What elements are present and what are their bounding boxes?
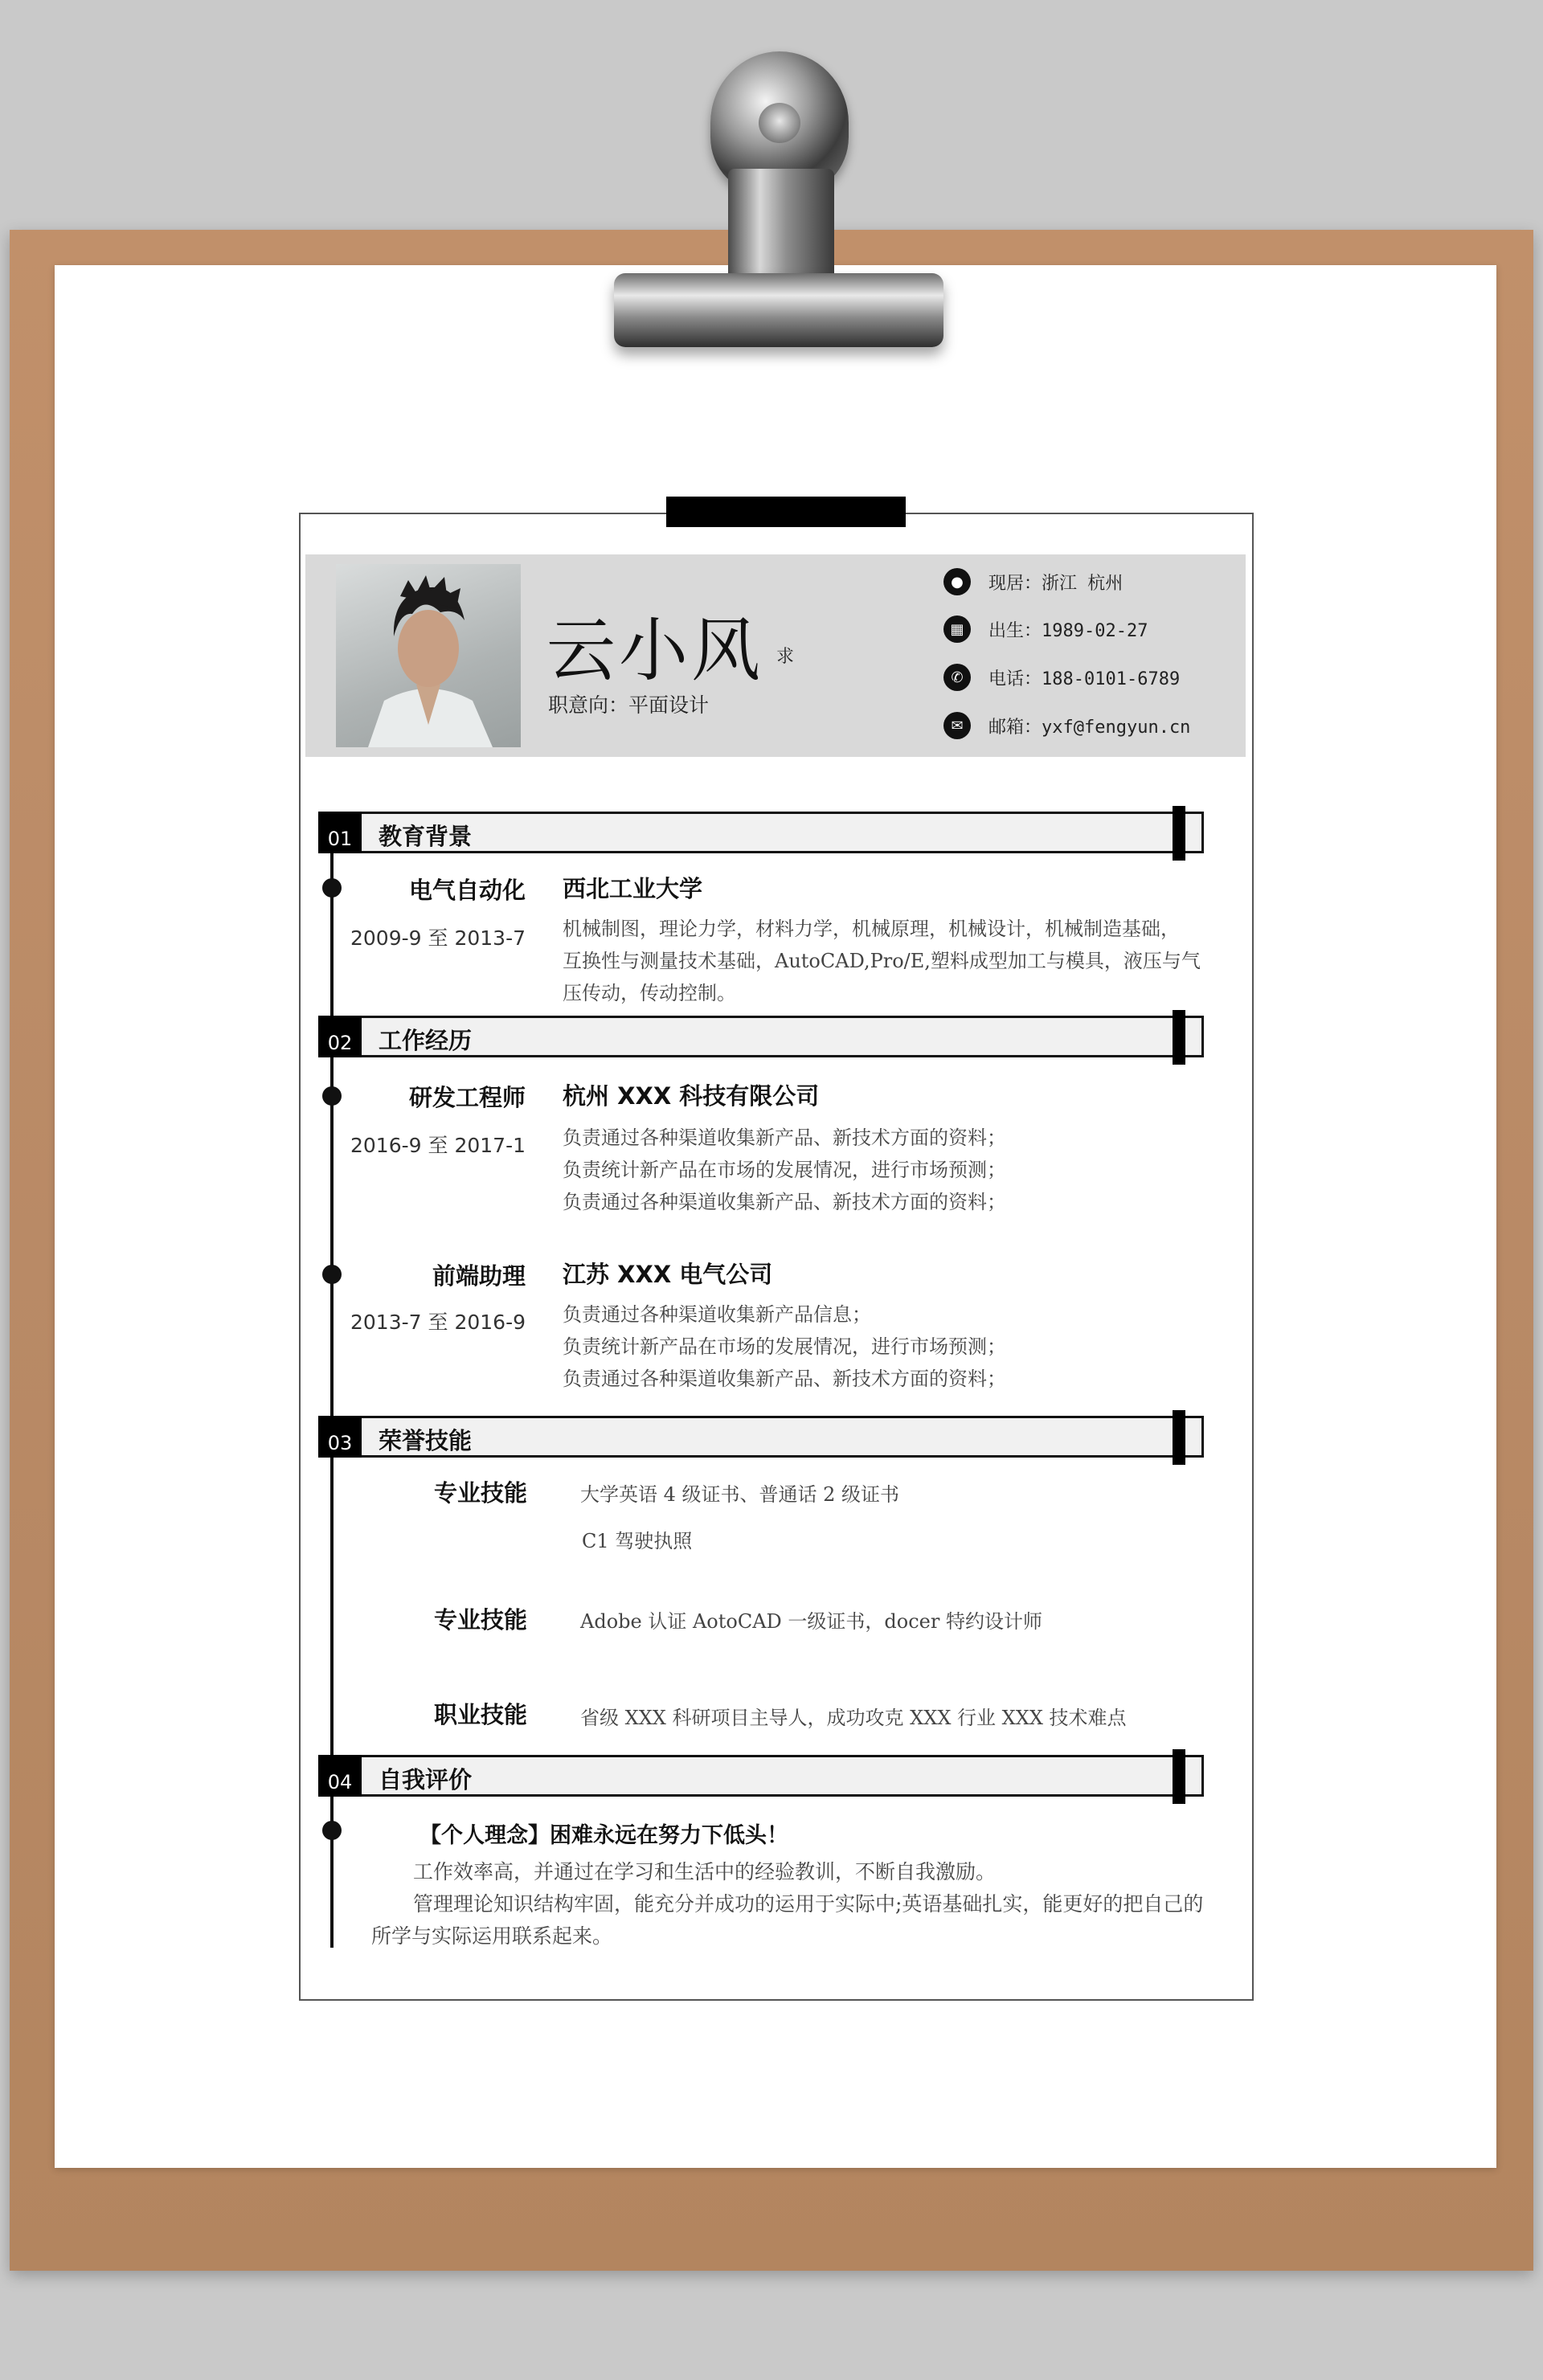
desc-line: 负责统计新产品在市场的发展情况，进行市场预测； xyxy=(563,1159,1006,1181)
timeline-dot xyxy=(322,1265,342,1284)
contact-email xyxy=(943,712,1190,739)
resume-top-tab xyxy=(666,497,906,527)
contact-text: 现居：浙江 杭州 xyxy=(988,573,1123,594)
work-company: 杭州 XXX 科技有限公司 xyxy=(563,1082,820,1110)
desc-line: 负责统计新产品在市场的发展情况，进行市场预测； xyxy=(563,1335,1006,1358)
education-major: 电气自动化 xyxy=(408,877,526,904)
self-eval-line: 所学与实际运用联系起来。 xyxy=(371,1924,613,1948)
self-eval-line: 管理理论知识结构牢固，能充分并成功的运用于实际中;英语基础扎实，能更好的把自己的 xyxy=(413,1892,1204,1916)
clip-hole xyxy=(759,103,800,143)
contact-phone xyxy=(943,664,1180,691)
job-intent: 职意向：平面设计 xyxy=(548,693,710,717)
skill-line: Adobe 认证 AotoCAD 一级证书，docer 特约设计师 xyxy=(580,1610,1042,1633)
clip-base xyxy=(614,273,943,347)
section-work xyxy=(318,1016,1204,1057)
contact-text: 电话：188-0101-6789 xyxy=(988,669,1181,689)
education-description xyxy=(563,913,1254,1009)
desc-line: 负责通过各种渠道收集新产品、新技术方面的资料； xyxy=(563,1127,1006,1149)
section-number: 03 xyxy=(318,1416,362,1458)
self-eval-heading: 【个人理念】困难永远在努力下低头！ xyxy=(420,1823,788,1848)
contact-text: 出生：1989-02-27 xyxy=(988,620,1148,641)
section-endbar xyxy=(1173,806,1185,861)
portrait-photo xyxy=(336,564,521,747)
work-description xyxy=(563,1298,1222,1395)
section-number: 04 xyxy=(318,1755,362,1797)
skill-line: 大学英语 4 级证书、普通话 2 级证书 xyxy=(580,1483,900,1506)
skill-label: 职业技能 xyxy=(434,1701,528,1728)
avatar xyxy=(336,564,521,747)
section-title: 荣誉技能 xyxy=(379,1427,473,1454)
name-tag: 求 xyxy=(776,647,795,667)
desc-line: 互换性与测量技术基础，AutoCAD,Pro/E,塑料成型加工与模具，液压与气 xyxy=(563,950,1201,972)
education-dates: 2009-9 至 2013-7 xyxy=(350,926,526,950)
skill-label: 专业技能 xyxy=(434,1606,528,1634)
contact-text: 邮箱：yxf@fengyun.cn xyxy=(988,717,1191,738)
section-number: 02 xyxy=(318,1016,362,1057)
skill-line: C1 驾驶执照 xyxy=(582,1530,693,1552)
desc-line: 负责通过各种渠道收集新产品信息； xyxy=(563,1303,871,1326)
work-description xyxy=(563,1122,1222,1218)
desc-line: 负责通过各种渠道收集新产品、新技术方面的资料； xyxy=(563,1191,1006,1213)
desc-line: 机械制图，理论力学，材料力学，机械原理，机械设计，机械制造基础， xyxy=(563,918,1180,940)
clip-neck xyxy=(728,169,834,289)
self-eval-line: 工作效率高，并通过在学习和生活中的经验教训，不断自我激励。 xyxy=(413,1860,997,1883)
contact-birth xyxy=(943,615,1148,643)
desc-line: 压传动，传动控制。 xyxy=(563,982,736,1004)
section-title: 教育背景 xyxy=(379,823,473,850)
section-self-eval xyxy=(318,1755,1204,1797)
desc-line: 负责通过各种渠道收集新产品、新技术方面的资料； xyxy=(563,1368,1006,1390)
work-dates: 2016-9 至 2017-1 xyxy=(350,1134,526,1157)
timeline-dot xyxy=(322,1086,342,1106)
skill-label: 专业技能 xyxy=(434,1479,528,1507)
section-honors xyxy=(318,1416,1204,1458)
work-role: 前端助理 xyxy=(432,1262,526,1290)
section-endbar xyxy=(1173,1010,1185,1065)
contact-location xyxy=(943,568,1123,595)
calendar-icon: ▦ xyxy=(943,615,971,643)
phone-icon: ✆ xyxy=(943,664,971,691)
section-title: 自我评价 xyxy=(379,1766,473,1793)
work-company: 江苏 XXX 电气公司 xyxy=(563,1261,773,1288)
section-endbar xyxy=(1173,1410,1185,1465)
section-title: 工作经历 xyxy=(379,1027,473,1054)
timeline-dot xyxy=(322,878,342,898)
candidate-name: 云小风 xyxy=(546,611,763,691)
section-number: 01 xyxy=(318,812,362,853)
work-role: 研发工程师 xyxy=(408,1084,526,1111)
work-dates: 2013-7 至 2016-9 xyxy=(350,1311,526,1334)
section-endbar xyxy=(1173,1749,1185,1804)
section-education xyxy=(318,812,1204,853)
timeline-dot xyxy=(322,1821,342,1840)
education-school: 西北工业大学 xyxy=(563,875,703,902)
skill-line: 省级 XXX 科研项目主导人，成功攻克 XXX 行业 XXX 技术难点 xyxy=(580,1707,1127,1729)
mail-icon: ✉ xyxy=(943,712,971,739)
location-pin-icon: ● xyxy=(943,568,971,595)
